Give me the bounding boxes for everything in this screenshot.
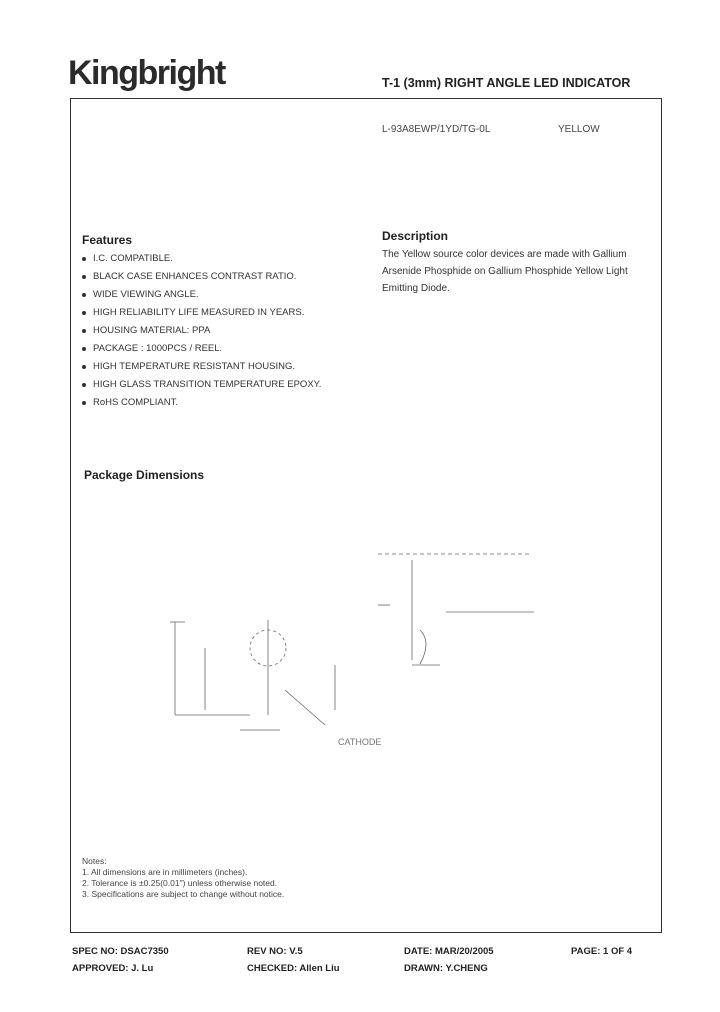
side-view-lens-curve — [420, 630, 426, 664]
part-number: L-93A8EWP/1YD/TG-0L — [382, 124, 491, 135]
note-item: 3. Specifications are subject to change without notice. — [82, 889, 285, 899]
list-item: WIDE VIEWING ANGLE. — [82, 286, 321, 304]
list-item: HIGH GLASS TRANSITION TEMPERATURE EPOXY. — [82, 376, 321, 394]
package-drawing — [150, 530, 550, 790]
list-item: I.C. COMPATIBLE. — [82, 250, 321, 268]
page-number: PAGE: 1 OF 4 — [571, 946, 633, 957]
part-color: YELLOW — [558, 124, 600, 135]
revision-number: REV NO: V.5 — [247, 946, 303, 957]
package-dimensions-heading: Package Dimensions — [84, 468, 205, 482]
list-item: HOUSING MATERIAL: PPA — [82, 322, 321, 340]
notes-heading: Notes: — [82, 856, 107, 866]
list-item: PACKAGE : 1000PCS / REEL. — [82, 340, 321, 358]
notes-block — [82, 856, 284, 900]
document-date: DATE: MAR/20/2005 — [404, 946, 494, 957]
description-text: The Yellow source color devices are made with Gallium Arsenide Phosphide on Gallium Phosphide Yellow Light Emitting Diode. — [382, 249, 628, 294]
note-item: 1. All dimensions are in millimeters (inches). — [82, 867, 248, 877]
document-title: T-1 (3mm) RIGHT ANGLE LED INDICATOR — [382, 76, 631, 90]
checked-by: CHECKED: Allen Liu — [247, 963, 340, 974]
spec-number: SPEC NO: DSAC7350 — [72, 946, 169, 957]
list-item: RoHS COMPLIANT. — [82, 394, 321, 412]
cathode-leader-line — [285, 690, 325, 725]
features-list — [82, 250, 321, 412]
note-item: 2. Tolerance is ±0.25(0.01") unless otherwise noted. — [82, 878, 278, 888]
features-heading: Features — [82, 233, 133, 247]
footer-row-1 — [72, 946, 672, 960]
list-item: HIGH RELIABILITY LIFE MEASURED IN YEARS. — [82, 304, 321, 322]
cathode-label: CATHODE — [338, 737, 382, 747]
content-frame — [70, 98, 662, 933]
approved-by: APPROVED: J. Lu — [72, 963, 154, 974]
brand-logo: Kingbright — [68, 54, 225, 92]
footer-row-2 — [72, 963, 672, 977]
list-item: BLACK CASE ENHANCES CONTRAST RATIO. — [82, 268, 321, 286]
description-heading: Description — [382, 229, 449, 243]
list-item: HIGH TEMPERATURE RESISTANT HOUSING. — [82, 358, 321, 376]
drawn-by: DRAWN: Y.CHENG — [404, 963, 488, 974]
